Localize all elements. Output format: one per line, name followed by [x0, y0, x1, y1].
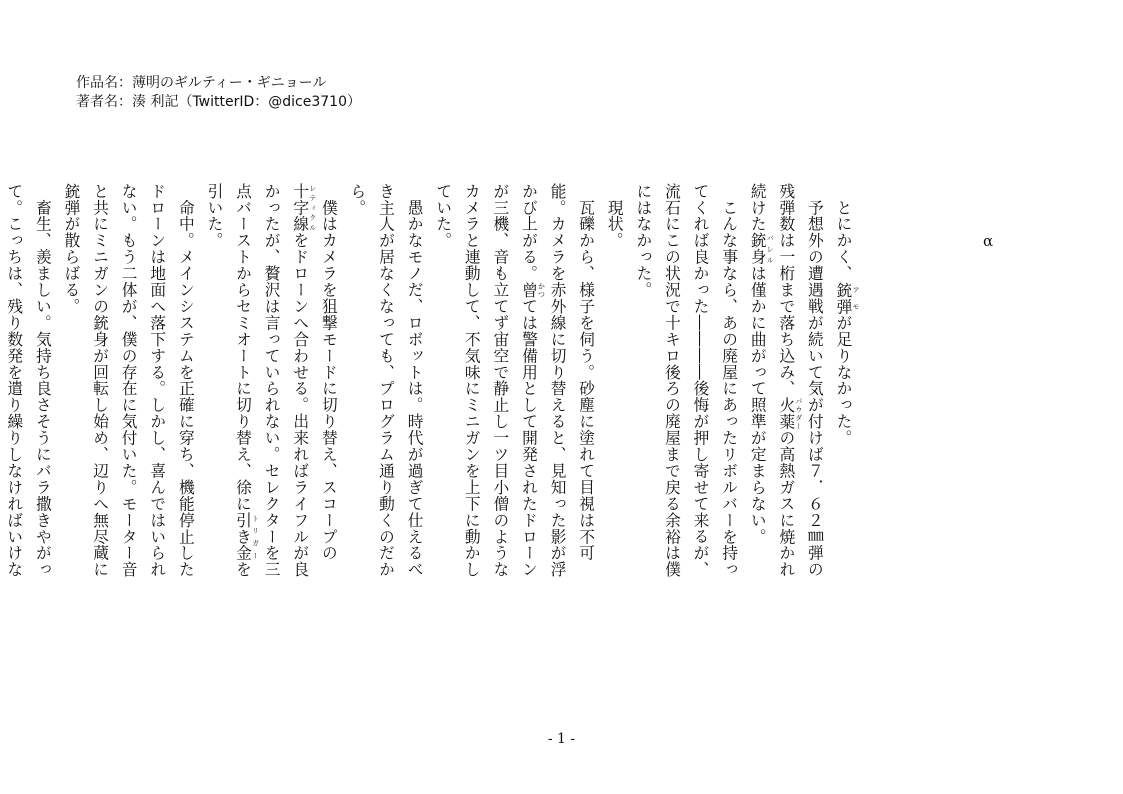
document-header: [76, 74, 361, 112]
text-run: をドローンへ合わせる。出来ればライフルが良かったが、贅沢は言っていられない。セレクターを三点バーストからセミオートに切り替え、徐に: [234, 183, 311, 578]
ruby-annotation: [519, 281, 546, 299]
author-line: 著者名：湊 利記（TwitterID：@dice3710）: [76, 94, 361, 110]
ruby-base: 引き金: [234, 512, 254, 562]
paragraph: [629, 183, 743, 578]
section-mark: α: [983, 232, 994, 250]
text-run: ては警備用として開発されたドローンが三機、音も立てず宙空で静止し一ツ目小僧のようなカメラと連動して、不気味にミニガンを上下に動かしていた。: [434, 183, 539, 578]
ruby-base: 銃身: [748, 232, 768, 266]
text-run: 現状。: [605, 183, 625, 249]
text-run: とにかく、: [834, 183, 854, 282]
ruby-base: 十字線: [291, 183, 311, 233]
paragraph: [600, 183, 629, 578]
text-run: 愚かなモノだ、ロボットは。時代が過ぎて仕えるべき主人が居なくなっても、プログラム通り動くのだから。: [348, 183, 425, 578]
paragraph: [743, 183, 829, 578]
text-run: 予想外の遭遇戦が続いて気が付けば７．６２㎜弾の残弾数は一桁まで落ち込み、: [777, 183, 825, 578]
ruby-reading: かつ: [537, 281, 546, 299]
title-line: 作品名：薄明のギルティー・ギニョール: [76, 75, 327, 91]
ruby-reading: パウダー: [794, 396, 803, 430]
story-body: [5, 183, 860, 578]
text-run: 命中。メインシステムを正確に穿ち、機能停止したドローンは地面へ落下する。しかし、喜んではいられない。もう二体が、僕の存在に気付いた。モーター音と共にミニガンの銃身が回転し始め、辺りへ無尽蔵に銃弾が散らばる。: [62, 183, 196, 578]
page-number: - 1 -: [547, 731, 576, 747]
paragraph: [343, 183, 429, 578]
ruby-annotation: [234, 512, 260, 562]
paragraph: [829, 183, 860, 578]
paragraph: [57, 183, 200, 578]
ruby-reading: アモ: [852, 281, 860, 315]
ruby-annotation: [291, 183, 317, 233]
text-run: 僕はカメラを狙撃モードに切り替え、スコープの: [319, 183, 339, 562]
ruby-base: 曾: [519, 281, 539, 299]
ruby-reading: レティクル: [308, 183, 317, 233]
paragraph: [0, 183, 57, 578]
text-run: の高熱ガスに焼かれ続けた: [748, 183, 797, 578]
paragraph: [429, 183, 601, 578]
ruby-annotation: [748, 232, 775, 266]
ruby-base: 火薬: [777, 396, 797, 430]
ruby-reading: バレル: [766, 232, 775, 266]
ruby-annotation: [777, 396, 803, 430]
text-run: 瓦礫から、様子を伺う。砂塵に塗れて目視は不可能。カメラを赤外線に切り替えると、見知った影が浮かび上がる。: [519, 183, 597, 578]
ruby-reading: トリガー: [251, 512, 260, 562]
text-run: を引いた。: [205, 183, 254, 578]
text-run: は僅かに曲がって照準が定まらない。: [748, 265, 768, 545]
ruby-base: 銃弾: [834, 281, 854, 315]
paragraph: [200, 183, 343, 578]
ruby-annotation: [834, 281, 860, 315]
text-run: が足りなかった。: [834, 314, 854, 447]
text-run: こんな事なら、あの廃屋にあったリボルバーを持ってくれば良かった――――後悔が押し寄せて来るが、流石にこの状況で十キロ後ろの廃屋まで戻る余裕は僕にはなかった。: [634, 183, 740, 578]
text-run: 畜生、羨ましい。気持ち良さそうにバラ撒きやがって。こっちは、残り数発を遣り繰りしなければいけな: [5, 183, 53, 578]
